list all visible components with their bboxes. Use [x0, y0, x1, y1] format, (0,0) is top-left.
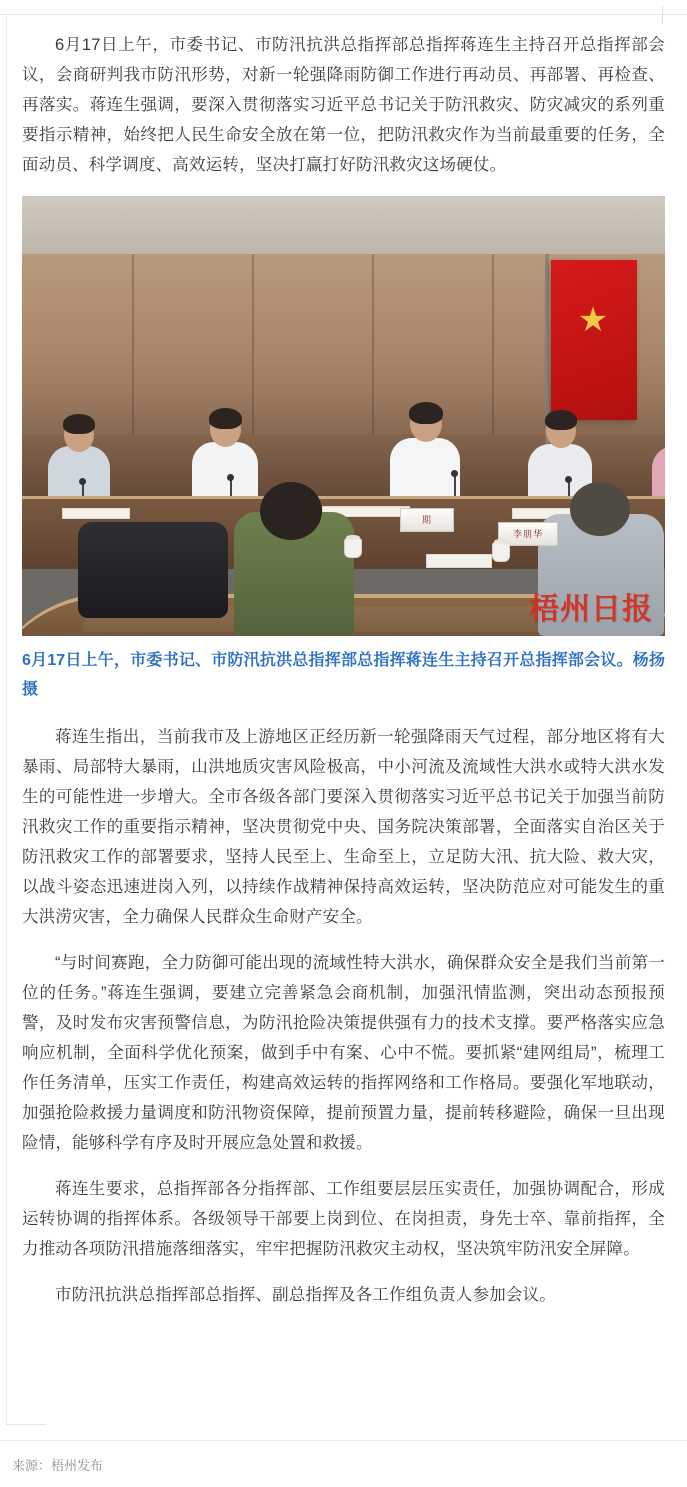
bottom-rule — [6, 1424, 46, 1425]
microphone-head — [565, 476, 572, 483]
person-head — [570, 482, 630, 536]
tea-cup — [492, 542, 510, 562]
person-hair — [63, 414, 95, 434]
paragraph-5: 市防汛抗洪总指挥部总指挥、副总指挥及各工作组负责人参加会议。 — [55, 1286, 556, 1304]
figure-caption: 6月17日上午，市委书记、市防汛抗洪总指挥部总指挥蒋连生主持召开总指挥部会议。杨扬 摄 — [22, 652, 665, 698]
person-hair — [545, 410, 577, 430]
person-hair — [209, 408, 242, 429]
microphone-head — [79, 478, 86, 485]
meeting-photo — [22, 196, 665, 636]
paragraph-1: 6月17日上午，市委书记、市防汛抗洪总指挥部总指挥蒋连生主持召开总指挥部会议，会商研判我市防汛形势，对新一轮强降雨防御工作进行再动员、再部署、再检查、再落实。蒋连生强调，要深入贯彻落实习近平总书记关于防汛救灾、防灾减灾的系列重要指示精神，始终把人民生命安全放在第一位，把防汛救灾作为当前最重要的任务，全面动员、科学调度、高效运转，坚决打赢打好防汛救灾这场硬仗。 — [22, 36, 665, 174]
article-figure — [22, 196, 665, 704]
name-plate: 期 — [400, 508, 454, 532]
name-plate: 李朋华 — [498, 522, 558, 546]
paragraph-2: 蒋连生指出，当前我市及上游地区正经历新一轮强降雨天气过程，部分地区将有大暴雨、局部特大暴雨，山洪地质灾害风险极高，中小河流及流域性大洪水或特大洪水发生的可能性进一步增大。全市各级各部门要深入贯彻落实习近平总书记关于加强当前防汛救灾工作的重要指示精神，坚决贯彻党中央、国务院决策部署，全面落实自治区关于防汛救灾工作的部署要求，坚持人民至上、生命至上，立足防大汛、抗大险、救大灾，以战斗姿态迅速进岗入列，以持续作战精神保持高效运转，坚决防范应对可能发生的重大洪涝灾害，全力确保人民群众生命财产安全。 — [22, 728, 665, 926]
paragraph-3: “与时间赛跑，全力防御可能出现的流域性特大洪水，确保群众安全是我们当前第一位的任务。”蒋连生强调，要建立完善紧急会商机制，加强汛情监测，突出动态预报预警，及时发布灾害预警信息，为防汛抢险决策提供强有力的技术支撑。要严格落实应急响应机制，全面科学优化预案，做到手中有案、心中不慌。要抓紧“建网组局”，梳理工作任务清单，压实工作责任，构建高效运转的指挥网络和工作格局。要强化军地联动，加强抢险救援力量调度和防汛物资保障，提前预置力量，提前转移避险，确保一旦出现险情，能够科学有序及时开展应急处置和救援。 — [22, 954, 665, 1152]
source-label: 来源：梧州发布 — [12, 1458, 104, 1473]
person-head — [260, 482, 322, 540]
paragraph-4: 蒋连生要求，总指挥部各分指挥部、工作组要层层压实责任，加强协调配合，形成运转协调的指挥体系。各级领导干部要上岗到位、在岗担责，身先士卒、靠前指挥，全力推动各项防汛措施落细落实，牢牢把握防汛救灾主动权，坚决筑牢防汛安全屏障。 — [22, 1180, 665, 1258]
person-hair — [409, 402, 443, 424]
microphone-head — [227, 474, 234, 481]
chair-back — [78, 522, 228, 618]
publication-watermark: 梧州日报 — [529, 592, 653, 627]
documents — [62, 508, 130, 519]
tea-cup — [344, 538, 362, 558]
wall-upper — [22, 196, 665, 254]
microphone-head — [451, 470, 458, 477]
source-bar — [0, 1440, 687, 1487]
documents — [426, 554, 492, 568]
star-icon: ★ — [577, 301, 609, 339]
